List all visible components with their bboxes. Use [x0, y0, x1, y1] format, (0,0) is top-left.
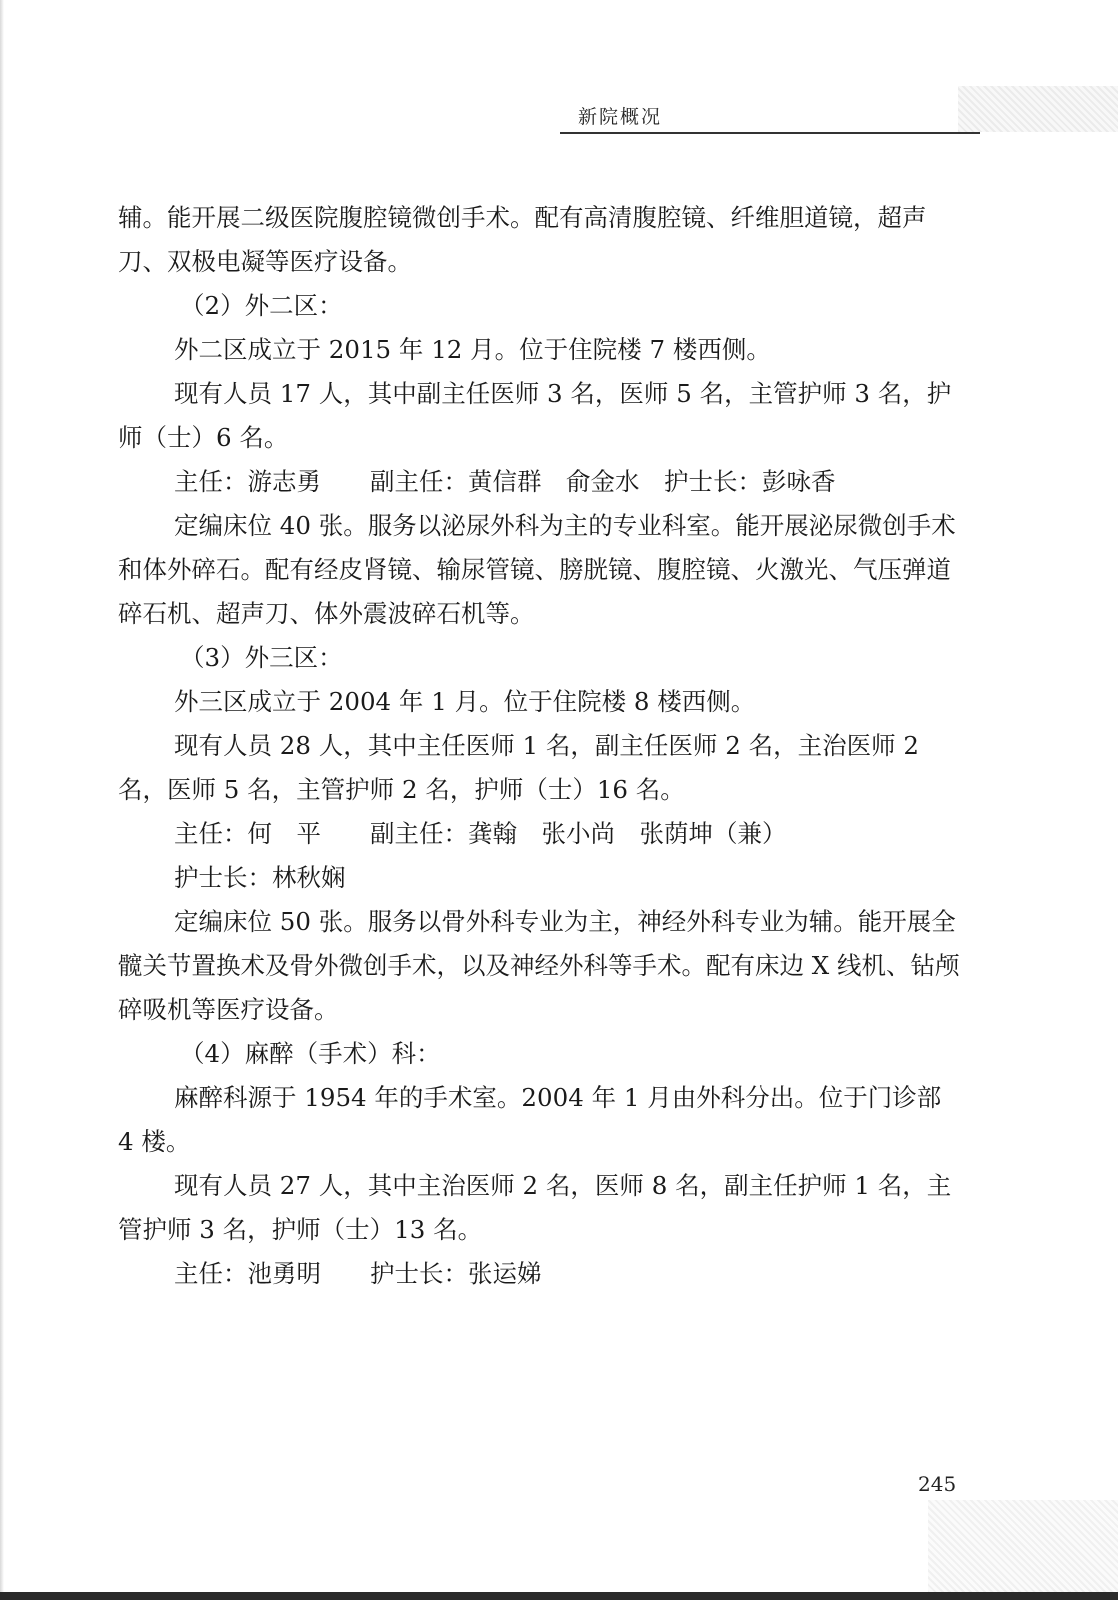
paragraph-beds-services: 定编床位 50 张。服务以骨外科专业为主，神经外科专业为辅。能开展全髋关节置换术及骨外微创手术，以及神经外科等手术。配有床边 X 线机、钻颅碎吸机等医疗设备。: [118, 907, 960, 1024]
paragraph-staff-count: 现有人员 17 人，其中副主任医师 3 名，医师 5 名，主管护师 3 名，护师（士）6 名。: [118, 379, 952, 452]
paragraph-founding: 外三区成立于 2004 年 1 月。位于住院楼 8 楼西侧。: [174, 687, 756, 716]
running-header-title: 新院概况: [578, 106, 663, 128]
paragraph-beds-services: 定编床位 40 张。服务以泌尿外科为主的专业科室。能开展泌尿微创手术和体外碎石。配有经皮肾镜、输尿管镜、膀胱镜、腹腔镜、火激光、气压弹道碎石机、超声刀、体外震波碎石机等。: [118, 511, 956, 628]
paragraph-continued: 辅。能开展二级医院腹腔镜微创手术。配有高清腹腔镜、纤维胆道镜，超声刀、双极电凝等医疗设备。: [118, 203, 927, 276]
footer-scan-texture: [928, 1500, 1118, 1600]
page-number: 245: [918, 1472, 957, 1496]
subsection-heading-surgery-3: （3）外三区：: [180, 643, 343, 672]
paragraph-head-nurse: 护士长：林秋娴: [174, 863, 346, 892]
paragraph-leaders: 主任：何 平 副主任：龚翰 张小尚 张荫坤（兼）: [174, 819, 787, 848]
paragraph-founding: 麻醉科源于 1954 年的手术室。2004 年 1 月由外科分出。位于门诊部 4 楼。: [118, 1083, 942, 1156]
paragraph-staff-count: 现有人员 27 人，其中主治医师 2 名，医师 8 名，副主任护师 1 名，主管护师 3 名，护师（士）13 名。: [118, 1171, 952, 1244]
page-left-edge: [0, 0, 4, 1600]
paragraph-leaders: 主任：池勇明 护士长：张运娣: [174, 1259, 542, 1288]
paragraph-leaders: 主任：游志勇 副主任：黄信群 俞金水 护士长：彭咏香: [174, 467, 836, 496]
scan-bottom-edge: [0, 1592, 1118, 1600]
subsection-heading-anesthesia: （4）麻醉（手术）科：: [180, 1039, 441, 1068]
paragraph-staff-count: 现有人员 28 人，其中主任医师 1 名，副主任医师 2 名，主治医师 2 名，医师 5 名，主管护师 2 名，护师（士）16 名。: [118, 731, 919, 804]
subsection-heading-surgery-2: （2）外二区：: [180, 291, 343, 320]
paragraph-founding: 外二区成立于 2015 年 12 月。位于住院楼 7 楼西侧。: [174, 335, 771, 364]
header-rule: [560, 132, 980, 134]
body-text: [118, 196, 960, 1296]
running-header: [560, 100, 1118, 134]
